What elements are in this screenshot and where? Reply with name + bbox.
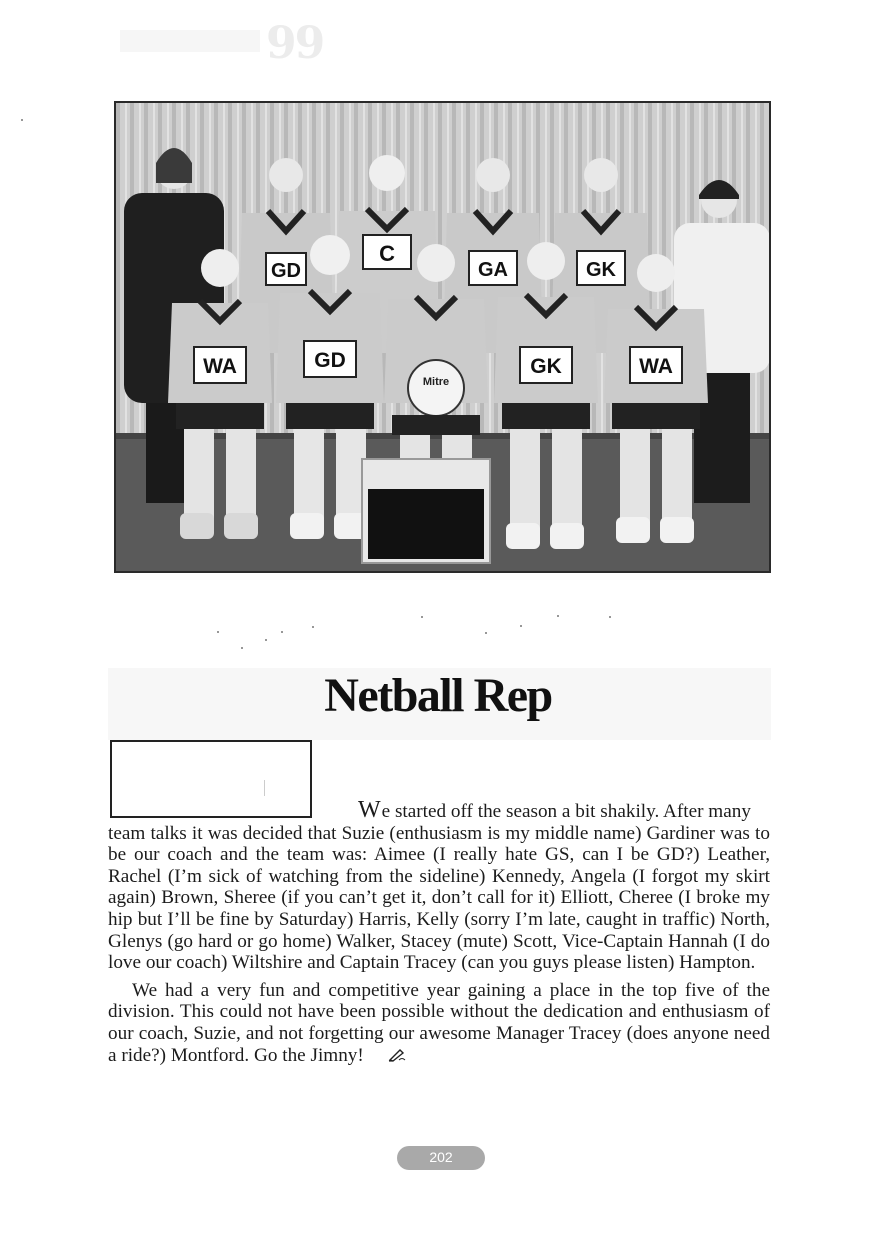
page-number: 202 — [429, 1149, 453, 1165]
svg-text:GK: GK — [586, 259, 616, 281]
article-title: Netball Rep — [324, 669, 552, 722]
article-body — [108, 797, 770, 1066]
svg-text:Mitre: Mitre — [422, 376, 450, 388]
pen-icon — [364, 1046, 382, 1060]
svg-text:WA: WA — [639, 355, 673, 378]
team-placard — [362, 459, 490, 563]
svg-text:GK: GK — [530, 355, 562, 378]
paragraph-1-rest: team talks it was decided that Suzie (enthusiasm is my middle name) Gardiner was to be our coach and the team was: Aimee (I really hate GS, can I be GD?) Leather, Rachel (I’m sick of watching from the sideline) Kennedy, Angela (I forgot my skirt again) Brown, Sheree (if you can’t get it, don’t call for it) Elliott, Cheree (I broke my hip but I’ll be fine by Saturday) Harris, Kelly (sorry I’m late, caught in traffic) North, Glenys (go hard or go home) Walker, Stacey (mute) Scott, Vice-Captain Hannah (I do love our coach) Wiltshire and Captain Tracey (can you guys please listen) Hampton. — [108, 822, 770, 974]
year-watermark: 99 — [266, 18, 324, 69]
team-photo — [114, 101, 771, 573]
paragraph-2-text: We had a very fun and competitive year gaining a place in the top five of the division. This could not have been possible without the dedication and enthusiasm of our coach, Suzie, and not forgetting our awesome Manager Tracey (does anyone need a ride?) Montford. Go the Jimny! — [108, 979, 770, 1066]
faint-header-band — [120, 30, 260, 52]
lead-letter: W — [358, 797, 382, 823]
paragraph-2 — [108, 980, 770, 1066]
first-line-text: e started off the season a bit shakily. After many — [381, 801, 751, 822]
svg-text:GD: GD — [271, 260, 301, 282]
paragraph-1-first-line — [108, 797, 770, 823]
paragraph-1 — [108, 797, 770, 974]
svg-text:GD: GD — [314, 349, 346, 372]
svg-text:WA: WA — [203, 355, 237, 378]
svg-text:GA: GA — [478, 259, 508, 281]
svg-text:C: C — [379, 241, 395, 266]
